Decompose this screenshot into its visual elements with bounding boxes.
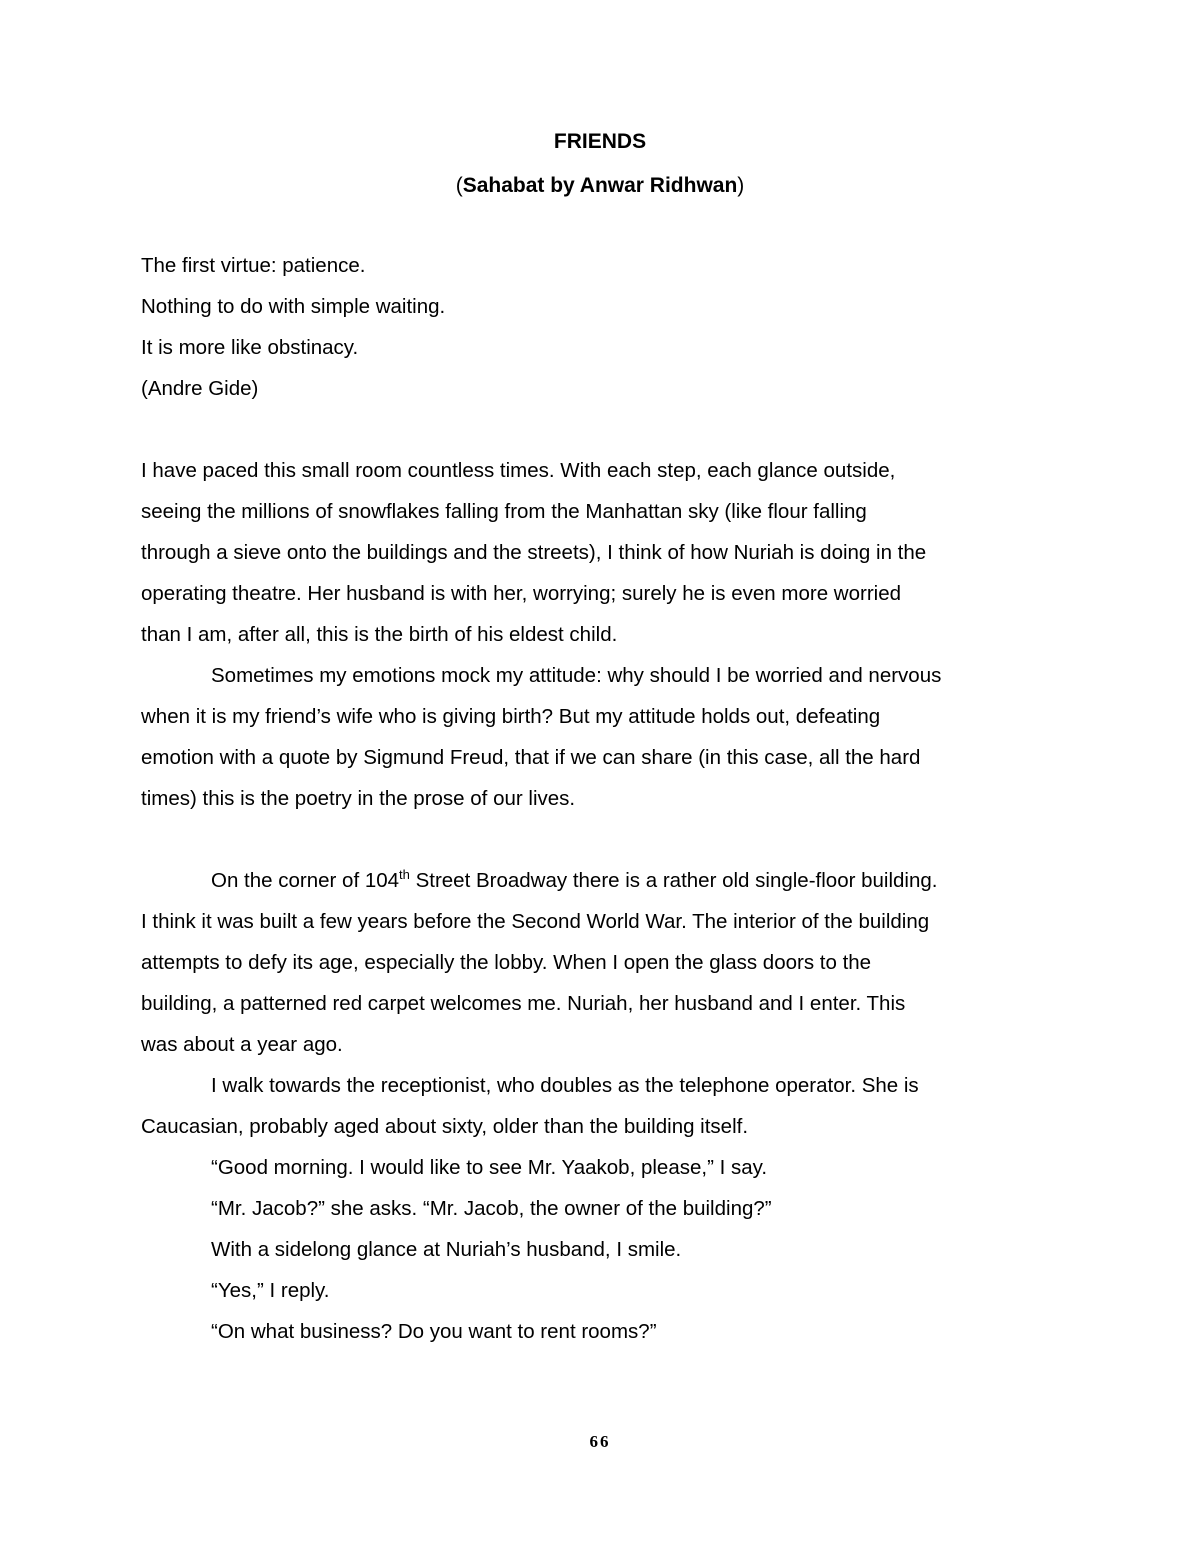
section-one-text — [141, 450, 1071, 819]
section-two-text — [141, 860, 1071, 1352]
story-title: FRIENDS — [553, 130, 647, 153]
dialogue-line: “Mr. Jacob?” she asks. “Mr. Jacob, the owner of the building?” — [211, 1197, 772, 1220]
page-number: 66 — [589, 1432, 611, 1451]
text-line: operating theatre. Her husband is with her, worrying; surely he is even more worried — [141, 582, 902, 605]
epigraph-line: It is more like obstinacy. — [141, 336, 359, 359]
text-line: times) this is the poetry in the prose of our lives. — [141, 787, 576, 810]
text-fragment: On the corner of 104 — [211, 869, 400, 892]
subtitle-open-paren: ( — [455, 174, 463, 197]
text-line: Caucasian, probably aged about sixty, older than the building itself. — [141, 1115, 749, 1138]
dialogue-line: “Yes,” I reply. — [211, 1279, 330, 1302]
text-line-indented — [141, 860, 1071, 901]
text-line: attempts to defy its age, especially the lobby. When I open the glass doors to the — [141, 951, 872, 974]
dialogue-line: “On what business? Do you want to rent rooms?” — [211, 1320, 657, 1343]
dialogue-line: “Good morning. I would like to see Mr. Yaakob, please,” I say. — [211, 1156, 768, 1179]
text-line: I think it was built a few years before the Second World War. The interior of the building — [141, 910, 930, 933]
text-fragment: Street Broadway there is a rather old single-floor building. — [409, 869, 938, 892]
text-line: when it is my friend’s wife who is giving birth? But my attitude holds out, defeating — [141, 705, 881, 728]
text-line: through a sieve onto the buildings and the streets), I think of how Nuriah is doing in the — [141, 541, 927, 564]
text-line-indented: With a sidelong glance at Nuriah’s husband, I smile. — [211, 1238, 682, 1261]
text-line: building, a patterned red carpet welcomes me. Nuriah, her husband and I enter. This — [141, 992, 906, 1015]
ordinal-suffix: th — [399, 867, 410, 882]
epigraph-attribution: (Andre Gide) — [141, 377, 259, 400]
text-line-indented: Sometimes my emotions mock my attitude: why should I be worried and nervous — [211, 664, 942, 687]
text-line: seeing the millions of snowflakes falling from the Manhattan sky (like flour falling — [141, 500, 867, 523]
subtitle-close-paren: ) — [737, 174, 745, 197]
epigraph-line: Nothing to do with simple waiting. — [141, 295, 446, 318]
epigraph — [141, 245, 1071, 409]
subtitle-text: Sahabat by Anwar Ridhwan — [462, 174, 738, 197]
text-line: I have paced this small room countless times. With each step, each glance outside, — [141, 459, 896, 482]
story-subtitle — [0, 171, 1200, 201]
epigraph-line: The first virtue: patience. — [141, 254, 366, 277]
text-line-indented: I walk towards the receptionist, who doubles as the telephone operator. She is — [211, 1074, 919, 1097]
text-line: emotion with a quote by Sigmund Freud, that if we can share (in this case, all the hard — [141, 746, 921, 769]
text-line: than I am, after all, this is the birth of his eldest child. — [141, 623, 618, 646]
text-line: was about a year ago. — [141, 1033, 343, 1056]
